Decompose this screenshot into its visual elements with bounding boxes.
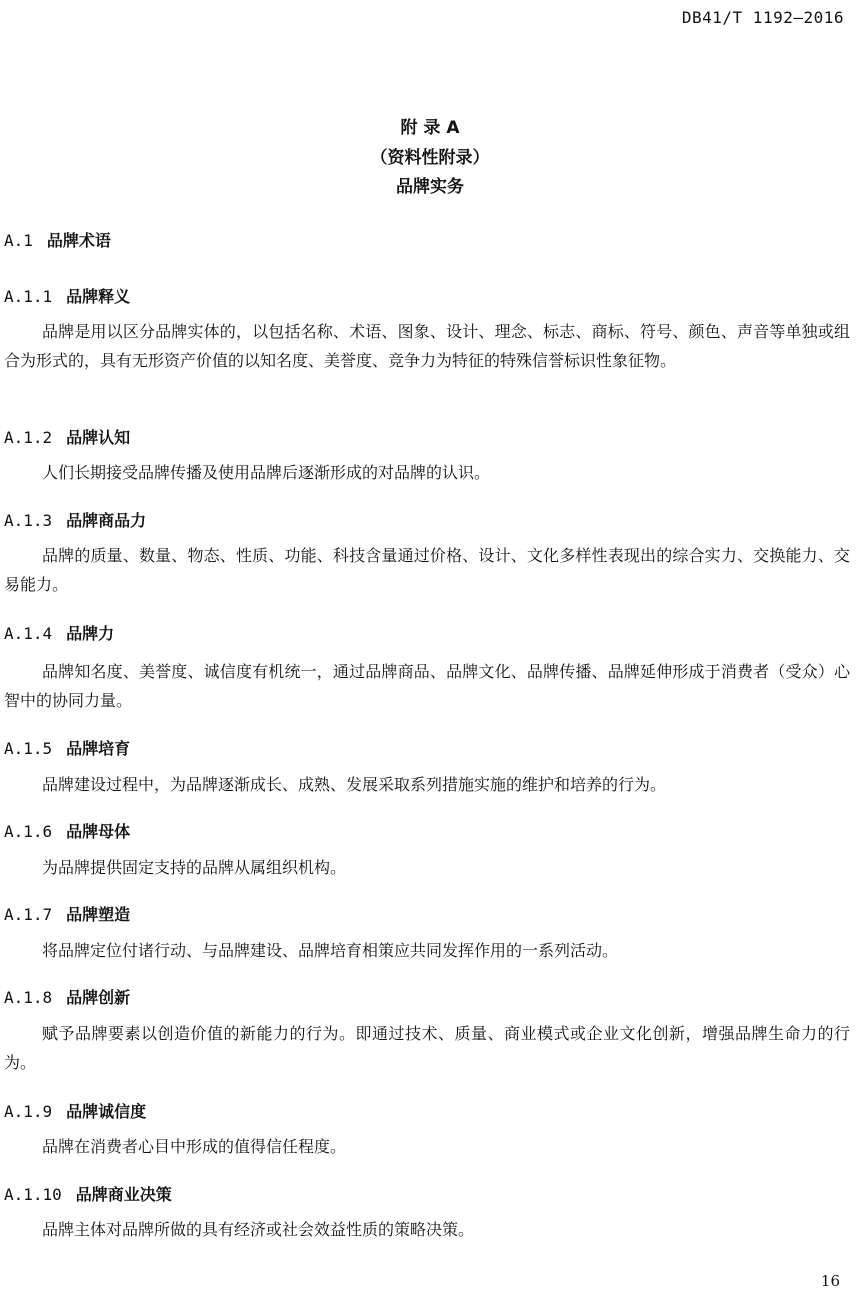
entry-title: 品牌商品力 — [66, 511, 147, 530]
entry-title: 品牌母体 — [66, 822, 131, 841]
entry-title: 品牌释义 — [66, 287, 131, 306]
appendix-title: 附 录 A — [400, 118, 460, 138]
entry-number: A.1.8 — [4, 988, 53, 1007]
entry-number: A.1.2 — [4, 428, 53, 447]
entry-number: A.1.9 — [4, 1102, 53, 1121]
entry-heading — [4, 736, 130, 759]
appendix-name: 品牌实务 — [396, 177, 464, 197]
entry-text: 品牌是用以区分品牌实体的，以包括名称、术语、图象、设计、理念、标志、商标、符号、颜色、声音等单独或组合为形式的，具有无形资产价值的以知名度、美誉度、竞争力为特征的特殊信誉标识性象征物。 — [4, 322, 850, 370]
entry-title: 品牌力 — [66, 624, 115, 643]
entry-number: A.1.7 — [4, 905, 53, 924]
entry-heading — [4, 284, 130, 307]
entry-text: 为品牌提供固定支持的品牌从属组织机构。 — [42, 858, 347, 877]
entry-text: 品牌的质量、数量、物态、性质、功能、科技含量通过价格、设计、文化多样性表现出的综合实力、交换能力、交易能力。 — [4, 546, 850, 594]
appendix-subtitle: （资料性附录） — [370, 148, 490, 168]
entry-number: A.1.10 — [4, 1185, 62, 1204]
entry-text: 品牌在消费者心目中形成的值得信任程度。 — [42, 1137, 347, 1156]
entry-title: 品牌认知 — [66, 428, 131, 447]
entry-title: 品牌培育 — [66, 739, 131, 758]
entry-heading — [4, 902, 130, 925]
entry-heading — [4, 985, 130, 1008]
entry-title: 品牌塑造 — [66, 905, 131, 924]
entry-number: A.1.5 — [4, 739, 53, 758]
entry-heading — [4, 1099, 146, 1122]
entry-text: 人们长期接受品牌传播及使用品牌后逐渐形成的对品牌的认识。 — [42, 463, 491, 482]
entry-text: 将品牌定位付诸行动、与品牌建设、品牌培育相策应共同发挥作用的一系列活动。 — [42, 941, 619, 960]
entry-text: 赋予品牌要素以创造价值的新能力的行为。即通过技术、质量、商业模式或企业文化创新，增强品牌生命力的行为。 — [4, 1024, 850, 1072]
entry-heading — [4, 819, 130, 842]
page-number: 16 — [820, 1272, 840, 1290]
section-heading — [4, 228, 111, 251]
entry-text: 品牌主体对品牌所做的具有经济或社会效益性质的策略决策。 — [42, 1220, 475, 1239]
entry-number: A.1.1 — [4, 287, 53, 306]
entry-text: 品牌知名度、美誉度、诚信度有机统一，通过品牌商品、品牌文化、品牌传播、品牌延伸形成于消费者（受众）心智中的协同力量。 — [4, 662, 850, 710]
entry-heading — [4, 1182, 172, 1205]
entry-heading — [4, 621, 114, 644]
section-title: 品牌术语 — [46, 231, 111, 250]
entry-number: A.1.4 — [4, 624, 53, 643]
section-number: A.1 — [4, 231, 33, 250]
entry-number: A.1.3 — [4, 511, 53, 530]
entry-title: 品牌诚信度 — [66, 1102, 147, 1121]
entry-heading — [4, 508, 146, 531]
entry-title: 品牌创新 — [66, 988, 131, 1007]
entry-heading — [4, 425, 130, 448]
entry-title: 品牌商业决策 — [75, 1185, 172, 1204]
entry-text: 品牌建设过程中，为品牌逐渐成长、成熟、发展采取系列措施实施的维护和培养的行为。 — [42, 775, 667, 794]
document-code: DB41/T 1192—2016 — [681, 8, 844, 27]
entry-number: A.1.6 — [4, 822, 53, 841]
